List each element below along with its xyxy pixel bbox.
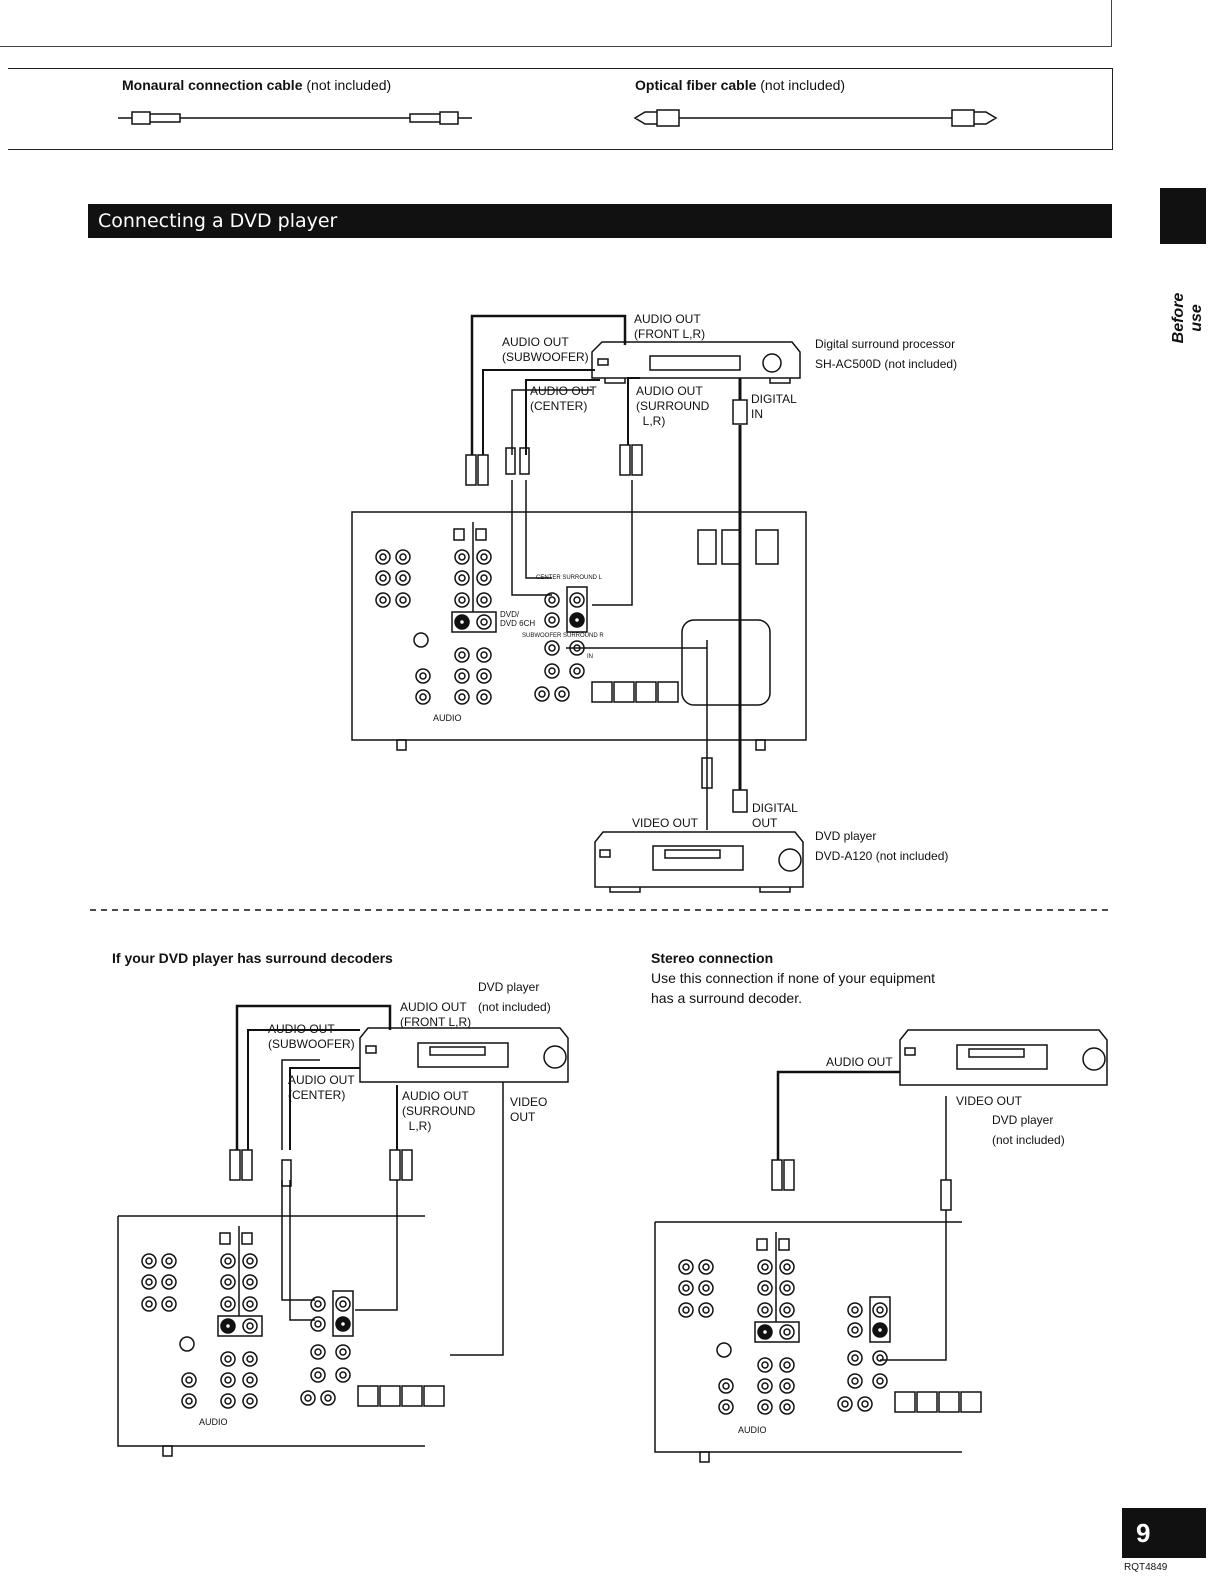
rca-jack-icon bbox=[873, 1351, 887, 1365]
rca-jack-icon bbox=[311, 1297, 325, 1311]
rca-jack-icon bbox=[858, 1397, 872, 1411]
panel-center-label bbox=[536, 574, 602, 582]
rca-jack-icon bbox=[758, 1358, 772, 1372]
rca-jack-icon bbox=[321, 1391, 335, 1405]
surround-l-text: SURROUND L bbox=[562, 575, 603, 581]
rca-jack-icon bbox=[455, 648, 469, 662]
cable-name: Optical fiber cable bbox=[635, 77, 757, 93]
rca-jack-icon bbox=[162, 1297, 176, 1311]
rca-jack-icon bbox=[535, 687, 549, 701]
speaker-terminal-icon bbox=[380, 1386, 400, 1406]
processor-device-icon bbox=[592, 342, 800, 383]
ac-outlet-icon bbox=[756, 530, 778, 564]
label-audio-out-front: AUDIO OUT (FRONT L,R) bbox=[634, 312, 706, 341]
rca-jack-icon bbox=[780, 1325, 794, 1339]
jack-icon bbox=[414, 633, 428, 647]
panel-dvd-label: DVD/ DVD 6CH bbox=[500, 610, 536, 628]
subwoofer-text: SUBWOOFER bbox=[522, 633, 562, 639]
rca-jack-icon bbox=[243, 1352, 257, 1366]
rca-jack-icon bbox=[758, 1400, 772, 1414]
speaker-terminal-icon bbox=[402, 1386, 422, 1406]
rca-jack-icon bbox=[336, 1297, 350, 1311]
surround-heading: If your DVD player has surround decoders bbox=[112, 950, 393, 966]
speaker-terminal-icon bbox=[658, 682, 678, 702]
rca-jack-icon bbox=[780, 1400, 794, 1414]
receiver-rear-panel bbox=[655, 1222, 962, 1452]
panel-foot bbox=[700, 1452, 709, 1462]
surround-r-text: SURROUND R bbox=[563, 633, 604, 639]
rca-jack-icon bbox=[545, 641, 559, 655]
rca-jack-icon bbox=[477, 571, 491, 585]
label-audio-out-surround: AUDIO OUT (SURROUND L,R) bbox=[636, 384, 710, 428]
speaker-terminal-icon bbox=[961, 1392, 981, 1412]
rca-jack-icon bbox=[182, 1373, 196, 1387]
rca-jack-icon bbox=[301, 1391, 315, 1405]
center-text: CENTER bbox=[536, 575, 561, 581]
dvd-name: DVD player bbox=[815, 829, 877, 843]
rca-jack-icon bbox=[699, 1260, 713, 1274]
rca-jack-icon bbox=[545, 664, 559, 678]
r-label-box bbox=[454, 529, 464, 540]
dvd-model: DVD-A120 (not included) bbox=[815, 849, 949, 863]
rca-jack-icon bbox=[376, 593, 390, 607]
speaker-terminal-icon bbox=[636, 682, 656, 702]
rca-jack-icon bbox=[376, 550, 390, 564]
l-label-box bbox=[779, 1239, 789, 1250]
rca-jack-icon bbox=[477, 615, 491, 629]
rca-jack-icon bbox=[477, 648, 491, 662]
l-label-box bbox=[476, 529, 486, 540]
surround-audio-out-sub: AUDIO OUT (SUBWOOFER) bbox=[268, 1022, 355, 1051]
panel-audio-label: AUDIO bbox=[199, 1417, 228, 1427]
rca-jack-icon bbox=[243, 1297, 257, 1311]
rca-jack-icon bbox=[477, 690, 491, 704]
rca-jack-icon bbox=[758, 1281, 772, 1295]
panel-foot bbox=[756, 740, 765, 750]
rca-jack-icon bbox=[221, 1297, 235, 1311]
jack-icon bbox=[180, 1337, 194, 1351]
rca-jack-icon bbox=[477, 550, 491, 564]
speaker-terminal-icon bbox=[939, 1392, 959, 1412]
optical-cable-icon bbox=[635, 110, 996, 126]
rca-jack-icon bbox=[477, 669, 491, 683]
rca-jack-icon bbox=[243, 1254, 257, 1268]
rca-jack-icon bbox=[758, 1379, 772, 1393]
rca-jack-icon bbox=[679, 1281, 693, 1295]
stereo-video-out: VIDEO OUT bbox=[956, 1094, 1023, 1108]
rca-jack-icon bbox=[376, 571, 390, 585]
label-audio-out-center: AUDIO OUT (CENTER) bbox=[530, 384, 597, 413]
speaker-terminal-icon bbox=[592, 682, 612, 702]
rca-jack-icon bbox=[311, 1317, 325, 1331]
panel-foot bbox=[397, 740, 406, 750]
rca-jack-icon bbox=[221, 1373, 235, 1387]
speaker-terminal-icon bbox=[358, 1386, 378, 1406]
rca-jack-icon bbox=[336, 1368, 350, 1382]
rca-jack-icon bbox=[545, 613, 559, 627]
rca-jack-icon bbox=[719, 1400, 733, 1414]
panel-audio-label: AUDIO bbox=[738, 1425, 767, 1435]
rca-jack-icon bbox=[416, 669, 430, 683]
cable-note: (not included) bbox=[756, 77, 846, 93]
surround-audio-out-center: AUDIO OUT (CENTER) bbox=[288, 1073, 355, 1102]
section-title: Connecting a DVD player bbox=[88, 204, 1112, 238]
monaural-cable-icon bbox=[118, 112, 472, 124]
rca-jack-icon bbox=[873, 1374, 887, 1388]
receiver-rear-panel bbox=[118, 1216, 425, 1446]
rca-jack-icon bbox=[221, 1254, 235, 1268]
surround-audio-out-front: AUDIO OUT (FRONT L,R) bbox=[400, 1000, 472, 1029]
cable-note: (not included) bbox=[302, 77, 392, 93]
speaker-terminal-icon bbox=[614, 682, 634, 702]
rca-jack-icon bbox=[336, 1345, 350, 1359]
rca-jack-icon bbox=[311, 1345, 325, 1359]
surround-dvd-player: DVD player bbox=[478, 980, 540, 994]
label-digital-out: DIGITAL OUT bbox=[752, 801, 798, 830]
rca-jack-icon bbox=[780, 1281, 794, 1295]
rca-jack-icon bbox=[243, 1319, 257, 1333]
stereo-not-included: (not included) bbox=[992, 1133, 1065, 1147]
rca-jack-icon bbox=[142, 1297, 156, 1311]
stereo-body: Use this connection if none of your equipment has a surround decoder. bbox=[651, 970, 936, 1006]
rca-jack-icon bbox=[780, 1379, 794, 1393]
ac-outlet-icon bbox=[722, 530, 740, 564]
rca-jack-icon bbox=[699, 1303, 713, 1317]
rca-jack-icon bbox=[396, 550, 410, 564]
rca-jack-icon bbox=[570, 664, 584, 678]
rca-jack-icon bbox=[848, 1351, 862, 1365]
label-digital-in: DIGITAL IN bbox=[751, 392, 797, 421]
rca-jack-icon bbox=[142, 1254, 156, 1268]
dvd-player-icon bbox=[900, 1030, 1107, 1085]
rca-jack-icon bbox=[679, 1260, 693, 1274]
panel-sub-label bbox=[522, 632, 604, 640]
rca-jack-icon bbox=[221, 1352, 235, 1366]
rca-jack-icon bbox=[838, 1397, 852, 1411]
label-audio-out-subwoofer: AUDIO OUT (SUBWOOFER) bbox=[502, 335, 589, 364]
cable-name: Monaural connection cable bbox=[122, 77, 303, 93]
r-label-box bbox=[757, 1239, 767, 1250]
speaker-terminal-icon bbox=[917, 1392, 937, 1412]
rca-jack-icon bbox=[780, 1303, 794, 1317]
rca-jack-icon bbox=[758, 1303, 772, 1317]
rca-jack-icon bbox=[570, 593, 584, 607]
jack-icon bbox=[717, 1343, 731, 1357]
side-tab-label: Before use bbox=[1170, 292, 1205, 344]
dvd-player-icon bbox=[360, 1028, 568, 1082]
rca-jack-icon bbox=[699, 1281, 713, 1295]
rca-jack-icon bbox=[396, 571, 410, 585]
rca-jack-icon bbox=[873, 1303, 887, 1317]
video-section-box bbox=[682, 620, 770, 705]
stereo-audio-out: AUDIO OUT bbox=[826, 1055, 893, 1069]
rca-jack-icon bbox=[311, 1368, 325, 1382]
rca-jack-icon bbox=[780, 1260, 794, 1274]
rca-jack-icon bbox=[162, 1254, 176, 1268]
rca-jack-icon bbox=[455, 669, 469, 683]
rca-jack-icon bbox=[848, 1303, 862, 1317]
rca-jack-icon bbox=[221, 1275, 235, 1289]
rca-jack-icon bbox=[848, 1374, 862, 1388]
stereo-dvd-player: DVD player bbox=[992, 1113, 1054, 1127]
rca-jack-icon bbox=[243, 1373, 257, 1387]
rca-jack-icon bbox=[477, 593, 491, 607]
rca-jack-icon bbox=[182, 1394, 196, 1408]
rca-jack-icon bbox=[416, 690, 430, 704]
rca-jack-icon bbox=[679, 1303, 693, 1317]
rca-jack-icon bbox=[780, 1358, 794, 1372]
speaker-terminal-icon bbox=[895, 1392, 915, 1412]
processor-name: Digital surround processor bbox=[815, 337, 956, 351]
rca-jack-icon bbox=[455, 593, 469, 607]
rca-jack-icon bbox=[162, 1275, 176, 1289]
surround-video-out: VIDEO OUT bbox=[510, 1095, 548, 1124]
rca-jack-icon bbox=[758, 1260, 772, 1274]
label-video-out: VIDEO OUT bbox=[632, 816, 699, 830]
l-label-box bbox=[242, 1233, 252, 1244]
speaker-terminal-icon bbox=[424, 1386, 444, 1406]
page-number: 9 bbox=[1122, 1508, 1206, 1558]
rca-jack-icon bbox=[455, 550, 469, 564]
panel-foot bbox=[163, 1446, 172, 1456]
rca-jack-icon bbox=[848, 1323, 862, 1337]
ac-outlet-icon bbox=[698, 530, 716, 564]
panel-in-label: IN bbox=[587, 654, 593, 660]
rca-jack-icon bbox=[555, 687, 569, 701]
stereo-heading: Stereo connection bbox=[651, 950, 774, 966]
rca-jack-icon bbox=[221, 1394, 235, 1408]
rca-jack-icon bbox=[243, 1275, 257, 1289]
document-code: RQT4849 bbox=[1124, 1562, 1168, 1573]
surround-audio-out-surround: AUDIO OUT (SURROUND L,R) bbox=[402, 1089, 476, 1133]
rca-jack-icon bbox=[455, 690, 469, 704]
r-label-box bbox=[220, 1233, 230, 1244]
surround-not-included: (not included) bbox=[478, 1000, 551, 1014]
rca-jack-icon bbox=[455, 571, 469, 585]
rca-jack-icon bbox=[142, 1275, 156, 1289]
panel-audio-label: AUDIO bbox=[433, 713, 462, 723]
rca-jack-icon bbox=[719, 1379, 733, 1393]
rca-jack-icon bbox=[243, 1394, 257, 1408]
dvd-player-icon bbox=[595, 832, 803, 892]
rca-jack-icon bbox=[396, 593, 410, 607]
processor-model: SH-AC500D (not included) bbox=[815, 357, 958, 371]
